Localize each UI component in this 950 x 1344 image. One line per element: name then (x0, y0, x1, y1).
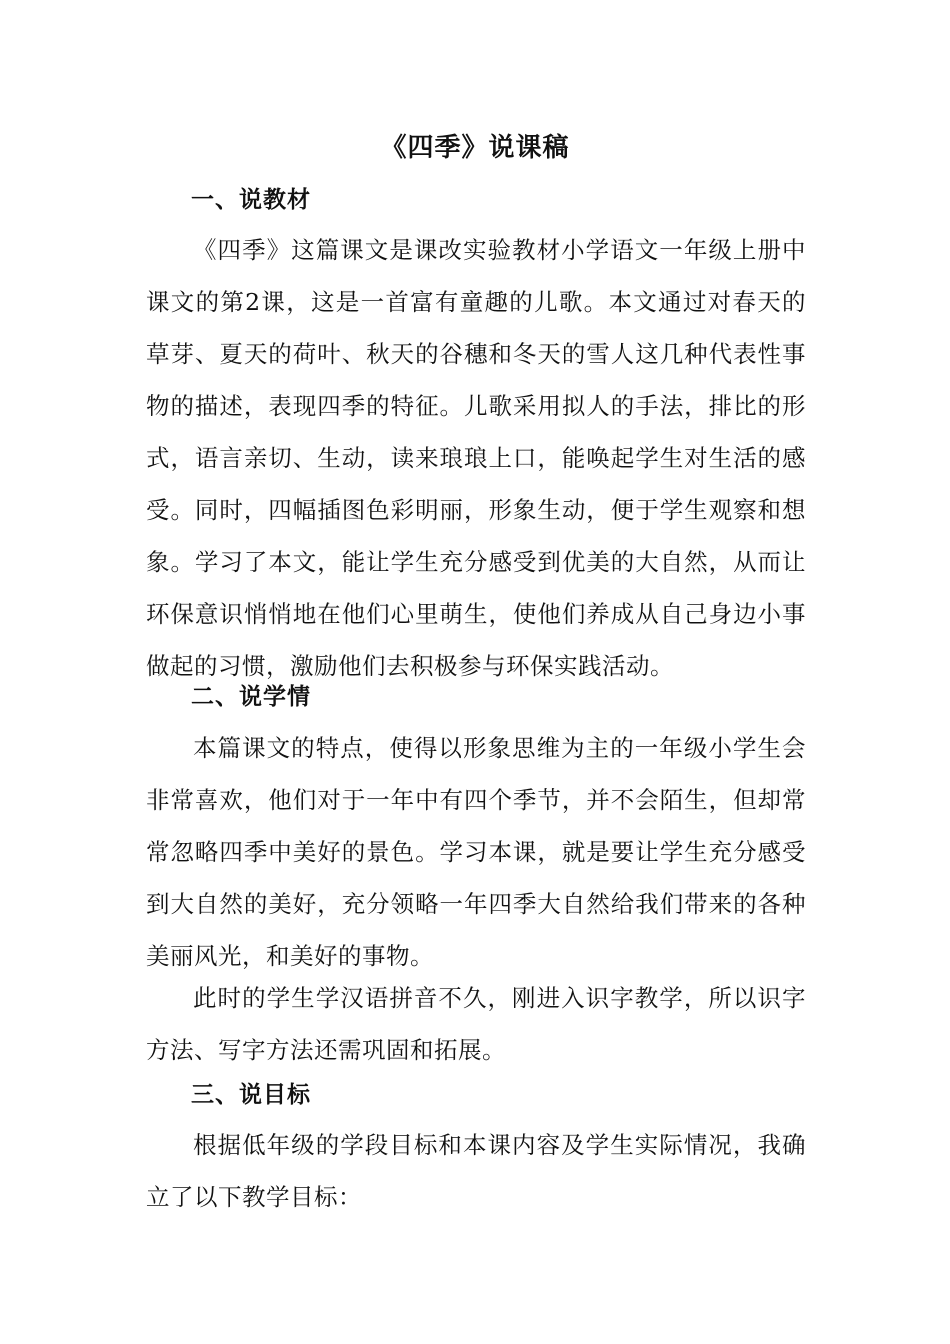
paragraph-objectives: 根据低年级的学段目标和本课内容及学生实际情况，我确立了以下教学目标： (146, 1131, 806, 1211)
section-heading-objectives: 三、说目标 (191, 1082, 311, 1108)
section-heading-textbook: 一、说教材 (191, 187, 311, 213)
paragraph-learners-2: 此时的学生学汉语拼音不久，刚进入识字教学，所以识字方法、写字方法还需巩固和拓展。 (146, 984, 806, 1064)
paragraph-textbook: 《四季》这篇课文是课改实验教材小学语文一年级上册中课文的第2课，这是一首富有童趣的儿歌。本文通过对春天的草芽、夏天的荷叶、秋天的谷穗和冬天的雪人这几种代表性事物的描述，表现四季的特征。儿歌采用拟人的手法，排比的形式，语言亲切、生动，读来琅琅上口，能唤起学生对生活的感受。同时，四幅插图色彩明丽，形象生动，便于学生观察和想象。学习了本文，能让学生充分感受到优美的大自然，从而让环保意识悄悄地在他们心里萌生，使他们养成从自己身边小事做起的习惯，激励他们去积极参与环保实践活动。 (146, 236, 806, 680)
document-title: 《四季》说课稿 (380, 133, 570, 163)
section-heading-learners: 二、说学情 (191, 684, 311, 710)
paragraph-learners-1: 本篇课文的特点，使得以形象思维为主的一年级小学生会非常喜欢，他们对于一年中有四个季节，并不会陌生，但却常常忽略四季中美好的景色。学习本课，就是要让学生充分感受到大自然的美好，充分领略一年四季大自然给我们带来的各种美丽风光，和美好的事物。 (146, 734, 806, 970)
